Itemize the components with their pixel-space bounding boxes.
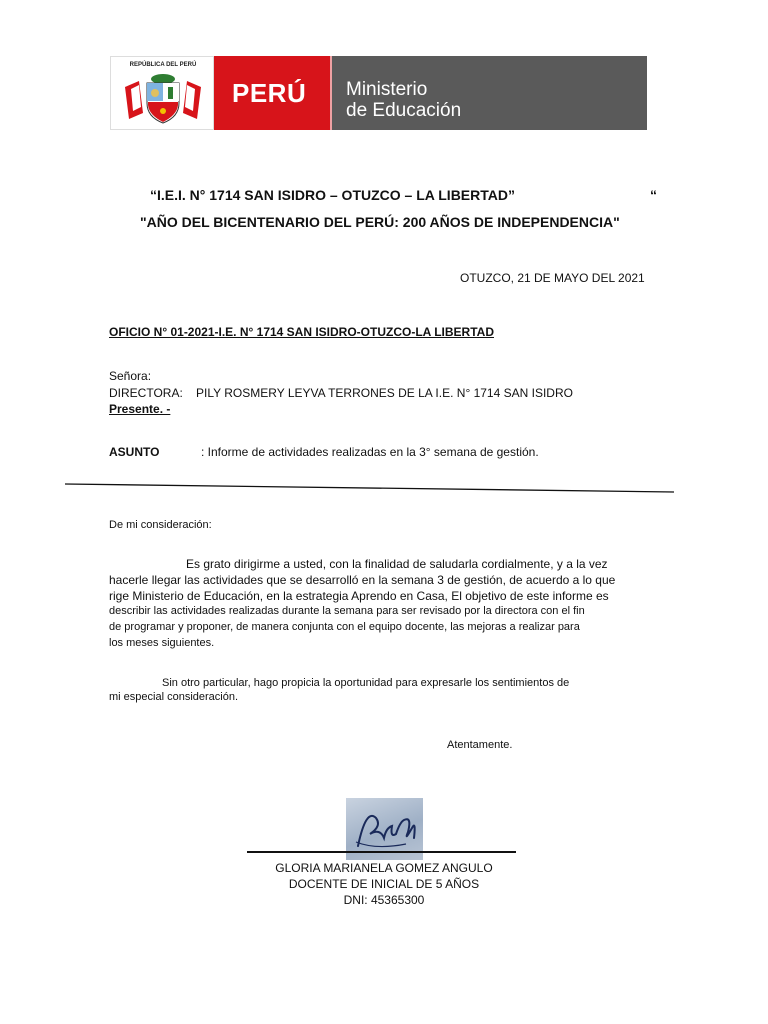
country-name: PERÚ [232,78,307,108]
signer-role: DOCENTE DE INICIAL DE 5 AÑOS [288,877,480,891]
recipient-name: PILY ROSMERY LEYVA TERRONES DE LA I.E. N° 1714 SAN ISIDRO [196,386,573,400]
letter-date: OTUZCO, 21 DE MAYO DEL 2021 [460,271,645,285]
ministry-name-line2: de Educación [346,100,462,121]
paragraph1-line: Es grato dirigirme a usted, con la finalidad de saludarla cordialmente, y a la vez [186,557,608,571]
ministry-name-line1: Ministerio [346,79,428,100]
institution-heading: “I.E.I. N° 1714 SAN ISIDRO – OTUZCO – LA LIBERTAD” [150,187,515,203]
coat-of-arms-panel [110,56,214,130]
recipient-label: DIRECTORA: [109,386,183,400]
stray-quote-mark: “ [650,187,657,203]
closing-line: Atentamente. [447,739,513,751]
signer-dni: DNI: 45365300 [343,893,425,907]
paragraph2-line: Sin otro particular, hago propicia la oportunidad para expresarle los sentimientos de [162,677,570,689]
salutation-title: Señora: [109,369,152,383]
paragraph1-line: rige Ministerio de Educación, en la estrategia Aprendo en Casa, El objetivo de este informe es [109,589,609,603]
paragraph2-line: mi especial consideración. [109,691,239,703]
paragraph1-line: hacerle llegar las actividades que se desarrolló en la semana 3 de gestión, de acuerdo a lo que [109,573,616,587]
paragraph1-line: los meses siguientes. [109,637,215,649]
subject-label: ASUNTO [109,445,160,459]
year-motto-heading: "AÑO DEL BICENTENARIO DEL PERÚ: 200 AÑOS DE INDEPENDENCIA" [140,214,620,230]
letter-reference: OFICIO N° 01-2021-I.E. N° 1714 SAN ISIDRO-OTUZCO-LA LIBERTAD [109,325,494,339]
signer-name: GLORIA MARIANELA GOMEZ ANGULO [275,861,493,875]
peru-coat-of-arms-icon [121,69,205,127]
presente-label: Presente. - [109,402,171,416]
signature-line [247,851,516,853]
paragraph1-line: describir las actividades realizadas durante la semana para ser revisado por la directora con el fin [109,605,585,617]
coat-of-arms-caption: REPÚBLICA DEL PERÚ [129,62,197,68]
ministry-banner [110,56,647,130]
paragraph1-line: de programar y proponer, de manera conjunta con el equipo docente, las mejoras a realizar para [109,621,580,633]
banner-divider [330,56,332,130]
greeting-line: De mi consideración: [109,519,212,531]
subject-text: : Informe de actividades realizadas en la 3° semana de gestión. [201,445,539,459]
